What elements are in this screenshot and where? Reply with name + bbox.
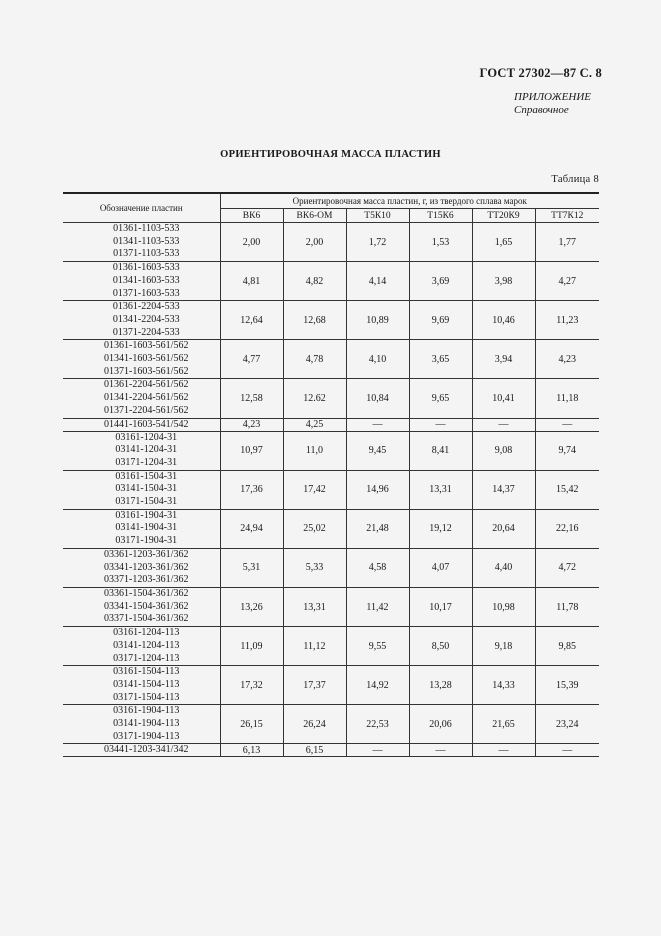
mass-value-cell: 11,23 — [535, 301, 599, 340]
designation-cell — [63, 418, 220, 431]
col-header-designation: Обозначение пластин — [63, 193, 220, 223]
mass-value-cell: — — [472, 418, 535, 431]
mass-value-cell: 21,48 — [346, 509, 409, 548]
designation-code: 01361-2204-533 — [112, 301, 180, 313]
designation-code: 01361-1103-533 — [113, 223, 180, 234]
mass-value-cell: 4,27 — [535, 262, 599, 301]
mass-value-cell: 4,58 — [346, 548, 409, 587]
mass-value-cell: 11,42 — [346, 587, 409, 626]
mass-value-cell: 25,02 — [283, 509, 346, 548]
mass-value-cell: 26,24 — [283, 705, 346, 744]
mass-value-cell: 26,15 — [220, 705, 283, 744]
mass-value-cell: 15,42 — [535, 470, 599, 509]
mass-value-cell: 4,77 — [220, 340, 283, 379]
mass-value-cell: 9,74 — [535, 431, 599, 470]
mass-value-cell: 4,81 — [220, 262, 283, 301]
designation-code: 03361-1504-361/362 — [104, 587, 189, 599]
designation-code: 01371-1103-533 — [113, 248, 180, 260]
mass-value-cell: 22,16 — [535, 509, 599, 548]
mass-value-cell: 1,72 — [346, 223, 409, 262]
mass-value-cell: 22,53 — [346, 705, 409, 744]
mass-value-cell: 4,23 — [220, 418, 283, 431]
table-row — [63, 509, 599, 548]
mass-value-cell: 12.62 — [283, 379, 346, 418]
mass-value-cell: 9,65 — [409, 379, 472, 418]
mass-value-cell: 9,55 — [346, 627, 409, 666]
designation-code: 01371-2204-533 — [112, 326, 180, 338]
mass-value-cell: 2,00 — [283, 223, 346, 262]
mass-value-cell: 19,12 — [409, 509, 472, 548]
designation-cell — [63, 587, 220, 626]
mass-value-cell: 9,45 — [346, 431, 409, 470]
mass-value-cell: 15,39 — [535, 666, 599, 705]
mass-value-cell: 5,33 — [283, 548, 346, 587]
designation-cell — [63, 627, 220, 666]
designation-code: 01371-1603-533 — [112, 287, 180, 299]
designation-code: 03341-1203-361/362 — [104, 561, 189, 573]
mass-value-cell: 4,82 — [283, 262, 346, 301]
designation-code: 03161-1204-113 — [113, 627, 180, 639]
table-row — [63, 262, 599, 301]
mass-value-cell: 1,77 — [535, 223, 599, 262]
designation-code: 01371-2204-561/562 — [104, 404, 189, 416]
designation-code: 03161-1904-113 — [113, 705, 180, 717]
designation-code: 01371-1603-561/562 — [104, 365, 189, 377]
table-row — [63, 744, 599, 757]
mass-value-cell: 5,31 — [220, 548, 283, 587]
col-header-group: Ориентировочная масса пластин, г, из твердого сплава марок — [220, 193, 599, 209]
mass-value-cell: 4,14 — [346, 262, 409, 301]
designation-cell — [63, 548, 220, 587]
mass-value-cell: 4,07 — [409, 548, 472, 587]
designation-code: 01341-2204-561/562 — [104, 392, 189, 404]
mass-value-cell: 10,98 — [472, 587, 535, 626]
mass-value-cell: 4,40 — [472, 548, 535, 587]
mass-value-cell: 17,32 — [220, 666, 283, 705]
designation-code: 01361-1603-561/562 — [104, 340, 189, 352]
table-row — [63, 301, 599, 340]
mass-value-cell: 11,18 — [535, 379, 599, 418]
mass-value-cell: 11,0 — [283, 431, 346, 470]
mass-value-cell: 10,17 — [409, 587, 472, 626]
mass-value-cell: 20,64 — [472, 509, 535, 548]
designation-code: 03171-1204-113 — [113, 652, 180, 664]
designation-code: 03341-1504-361/362 — [104, 600, 189, 612]
designation-code: 01341-1103-533 — [113, 235, 180, 247]
mass-value-cell: 12,64 — [220, 301, 283, 340]
page-header: ГОСТ 27302—87 С. 8 — [479, 66, 602, 80]
mass-value-cell: 1,65 — [472, 223, 535, 262]
mass-value-cell: — — [409, 418, 472, 431]
designation-code: 03141-1504-31 — [115, 483, 178, 495]
mass-value-cell: — — [535, 744, 599, 757]
designation-cell — [63, 705, 220, 744]
mass-table — [63, 192, 599, 757]
mass-value-cell: 20,06 — [409, 705, 472, 744]
col-header-grade: ТТ7К12 — [535, 209, 599, 223]
mass-value-cell: 4,72 — [535, 548, 599, 587]
designation-cell — [63, 379, 220, 418]
table-row — [63, 587, 599, 626]
mass-value-cell: 13,31 — [409, 470, 472, 509]
mass-value-cell: 13,28 — [409, 666, 472, 705]
designation-code: 03371-1504-361/362 — [104, 613, 189, 625]
mass-value-cell: 1,53 — [409, 223, 472, 262]
col-header-grade: ВК6-ОМ — [283, 209, 346, 223]
mass-value-cell: 12,58 — [220, 379, 283, 418]
table-number: Таблица 8 — [551, 174, 599, 185]
designation-code: 01361-2204-561/562 — [104, 379, 189, 391]
designation-code: 03441-1203-341/342 — [104, 744, 189, 756]
table-row — [63, 548, 599, 587]
mass-value-cell: 3,94 — [472, 340, 535, 379]
mass-value-cell: 11,12 — [283, 627, 346, 666]
designation-code: 01341-1603-533 — [112, 274, 180, 286]
mass-value-cell: 8,41 — [409, 431, 472, 470]
mass-value-cell: 21,65 — [472, 705, 535, 744]
mass-value-cell: 11,78 — [535, 587, 599, 626]
mass-value-cell: 12,68 — [283, 301, 346, 340]
mass-value-cell: 14,92 — [346, 666, 409, 705]
designation-code: 03361-1203-361/362 — [104, 548, 189, 560]
designation-code: 03371-1203-361/362 — [104, 574, 189, 586]
mass-value-cell: 17,37 — [283, 666, 346, 705]
mass-value-cell: — — [346, 418, 409, 431]
mass-value-cell: 10,97 — [220, 431, 283, 470]
mass-value-cell: 23,24 — [535, 705, 599, 744]
mass-value-cell: 10,84 — [346, 379, 409, 418]
mass-value-cell: 13,26 — [220, 587, 283, 626]
designation-cell — [63, 340, 220, 379]
table-row — [63, 666, 599, 705]
designation-cell — [63, 301, 220, 340]
table-row — [63, 705, 599, 744]
table-row — [63, 340, 599, 379]
designation-code: 03171-1904-113 — [113, 730, 180, 742]
designation-code: 01441-1603-541/542 — [104, 418, 189, 430]
mass-value-cell: 9,08 — [472, 431, 535, 470]
mass-value-cell: 10,46 — [472, 301, 535, 340]
mass-value-cell: 3,69 — [409, 262, 472, 301]
mass-value-cell: 14,33 — [472, 666, 535, 705]
designation-code: 03161-1504-113 — [113, 666, 180, 678]
mass-value-cell: 4,78 — [283, 340, 346, 379]
mass-value-cell: 6,13 — [220, 744, 283, 757]
designation-cell — [63, 470, 220, 509]
mass-value-cell: 13,31 — [283, 587, 346, 626]
mass-value-cell: 4,23 — [535, 340, 599, 379]
page-title: ОРИЕНТИРОВОЧНАЯ МАССА ПЛАСТИН — [220, 149, 441, 160]
mass-value-cell: — — [535, 418, 599, 431]
col-header-grade: Т5К10 — [346, 209, 409, 223]
appendix-note: Справочное — [514, 104, 569, 116]
designation-cell — [63, 431, 220, 470]
mass-value-cell: 11,09 — [220, 627, 283, 666]
col-header-grade: ВК6 — [220, 209, 283, 223]
appendix-title: ПРИЛОЖЕНИЕ — [514, 91, 591, 103]
mass-value-cell: — — [472, 744, 535, 757]
designation-cell — [63, 262, 220, 301]
mass-value-cell: 14,96 — [346, 470, 409, 509]
mass-value-cell: 14,37 — [472, 470, 535, 509]
mass-value-cell: 10,41 — [472, 379, 535, 418]
table-row — [63, 418, 599, 431]
table-row — [63, 431, 599, 470]
mass-value-cell: 9,69 — [409, 301, 472, 340]
mass-value-cell: 8,50 — [409, 627, 472, 666]
designation-code: 03141-1904-31 — [115, 522, 178, 534]
table-row — [63, 379, 599, 418]
mass-value-cell: 17,36 — [220, 470, 283, 509]
designation-code: 03161-1904-31 — [115, 509, 178, 521]
mass-value-cell: 9,18 — [472, 627, 535, 666]
designation-cell — [63, 666, 220, 705]
designation-cell — [63, 223, 220, 262]
mass-value-cell: 3,98 — [472, 262, 535, 301]
mass-value-cell: 10,89 — [346, 301, 409, 340]
col-header-grade: ТТ20К9 — [472, 209, 535, 223]
designation-code: 03161-1204-31 — [115, 431, 178, 443]
designation-code: 01341-2204-533 — [112, 313, 180, 325]
col-header-grade: Т15К6 — [409, 209, 472, 223]
table-row — [63, 470, 599, 509]
mass-value-cell: 6,15 — [283, 744, 346, 757]
designation-code: 03141-1204-31 — [115, 444, 178, 456]
mass-value-cell: 24,94 — [220, 509, 283, 548]
designation-code: 03141-1904-113 — [113, 718, 180, 730]
designation-code: 03171-1504-31 — [115, 496, 178, 508]
mass-value-cell: 4,10 — [346, 340, 409, 379]
designation-code: 01361-1603-533 — [112, 262, 180, 274]
designation-cell — [63, 509, 220, 548]
designation-code: 03171-1904-31 — [115, 535, 178, 547]
designation-code: 01341-1603-561/562 — [104, 353, 189, 365]
designation-code: 03141-1204-113 — [113, 639, 180, 651]
mass-value-cell: — — [346, 744, 409, 757]
table-row — [63, 627, 599, 666]
mass-value-cell: 4,25 — [283, 418, 346, 431]
mass-value-cell: 9,85 — [535, 627, 599, 666]
designation-cell — [63, 744, 220, 757]
mass-value-cell: 2,00 — [220, 223, 283, 262]
designation-code: 03171-1204-31 — [115, 456, 178, 468]
designation-code: 03171-1504-113 — [113, 691, 180, 703]
mass-value-cell: — — [409, 744, 472, 757]
designation-code: 03161-1504-31 — [115, 470, 178, 482]
mass-value-cell: 3,65 — [409, 340, 472, 379]
designation-code: 03141-1504-113 — [113, 678, 180, 690]
mass-value-cell: 17,42 — [283, 470, 346, 509]
table-row — [63, 223, 599, 262]
appendix-label — [514, 91, 591, 117]
